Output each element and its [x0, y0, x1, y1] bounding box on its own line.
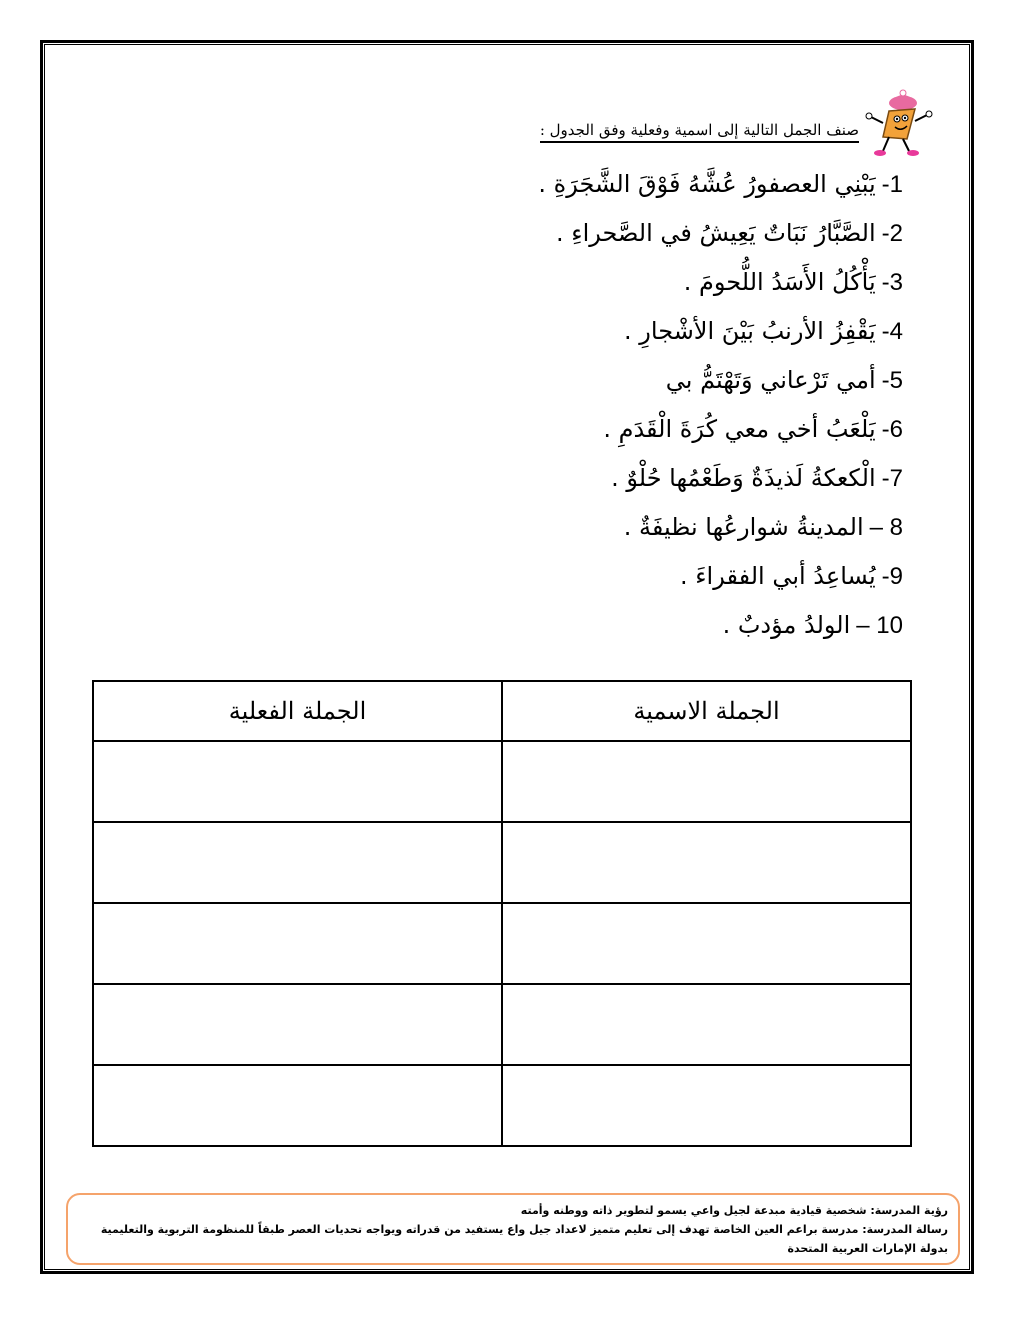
sentence-item — [303, 405, 903, 454]
instruction-text: صنف الجمل التالية إلى اسمية وفعلية وفق الجدول : — [540, 121, 859, 143]
sentence-number: 7- — [881, 465, 903, 492]
answer-cell-verbal[interactable] — [93, 822, 502, 903]
answer-cell-verbal[interactable] — [93, 1065, 502, 1146]
sentence-item — [303, 601, 903, 650]
school-footer — [66, 1193, 960, 1265]
sentence-item — [303, 209, 903, 258]
sentence-item — [303, 307, 903, 356]
table-row — [93, 1065, 911, 1146]
sentence-item — [303, 503, 903, 552]
pencil-character-icon — [863, 87, 935, 159]
exercise-header — [540, 88, 935, 158]
sentence-number: 10 – — [856, 612, 903, 639]
sentence-text: الْكعكةُ لَذيذَةٌ وَطَعْمُها حُلْوٌ . — [611, 464, 876, 492]
school-mission: رسالة المدرسة: مدرسة براعم العين الخاصة تهدف إلى تعليم متميز لاعداد جيل واع يستفيد من قدراته ويواجه تحديات العصر طبقاً للمنظومة التربوية والتعليمية بدولة الإمارات العربية المتحدة — [100, 1223, 948, 1255]
table-row — [93, 984, 911, 1065]
header-verbal-sentence: الجملة الفعلية — [93, 681, 502, 741]
classification-table — [92, 680, 912, 1147]
answer-cell-nominal[interactable] — [502, 1065, 911, 1146]
sentence-number: 9- — [881, 563, 903, 590]
sentence-number: 3- — [881, 269, 903, 296]
sentence-item — [303, 552, 903, 601]
sentence-item — [303, 356, 903, 405]
table-row — [93, 903, 911, 984]
sentence-text: يُساعِدُ أبي الفقراءَ . — [679, 562, 876, 590]
sentence-item — [303, 454, 903, 503]
sentence-item — [303, 160, 903, 209]
sentence-number: 8 – — [869, 514, 903, 541]
sentence-text: يَقْفِزُ الأرنبُ بَيْنَ الأشْجارِ . — [624, 317, 876, 345]
school-vision: رؤية المدرسة: شخصية قيادية مبدعة لجيل واعي يسمو لتطوير ذاته ووطنه وأمته — [520, 1204, 948, 1217]
table-row — [93, 822, 911, 903]
answer-cell-verbal[interactable] — [93, 903, 502, 984]
sentence-text: الصَّبَّارُ نَبَاتٌ يَعِيشُ في الصَّحراءِ . — [556, 219, 876, 247]
answer-cell-verbal[interactable] — [93, 984, 502, 1065]
sentence-list — [303, 160, 903, 650]
answer-cell-nominal[interactable] — [502, 984, 911, 1065]
sentence-text: يَلْعَبُ أخي معي كُرَةَ الْقَدَمِ . — [603, 415, 876, 443]
answer-cell-verbal[interactable] — [93, 741, 502, 822]
sentence-text: المدينةُ شوارعُها نظيفَةٌ . — [623, 513, 864, 541]
answer-cell-nominal[interactable] — [502, 822, 911, 903]
sentence-number: 6- — [881, 416, 903, 443]
sentence-number: 1- — [881, 171, 903, 198]
table-row — [93, 741, 911, 822]
sentence-item — [303, 258, 903, 307]
sentence-number: 5- — [881, 367, 903, 394]
sentence-number: 4- — [881, 318, 903, 345]
sentence-text: يَأْكُلُ الأَسَدُ اللُّحومَ . — [683, 268, 876, 296]
sentence-text: أمي تَرْعاني وَتَهْتَمُّ بي — [665, 366, 876, 394]
answer-cell-nominal[interactable] — [502, 741, 911, 822]
sentence-text: يَبْنِي العصفورُ عُشَّهُ فَوْقَ الشَّجَرَةِ . — [538, 170, 876, 198]
sentence-text: الولدُ مؤدبٌ . — [722, 611, 851, 639]
table-header-row — [93, 681, 911, 741]
header-nominal-sentence: الجملة الاسمية — [502, 681, 911, 741]
answer-cell-nominal[interactable] — [502, 903, 911, 984]
sentence-number: 2- — [881, 220, 903, 247]
